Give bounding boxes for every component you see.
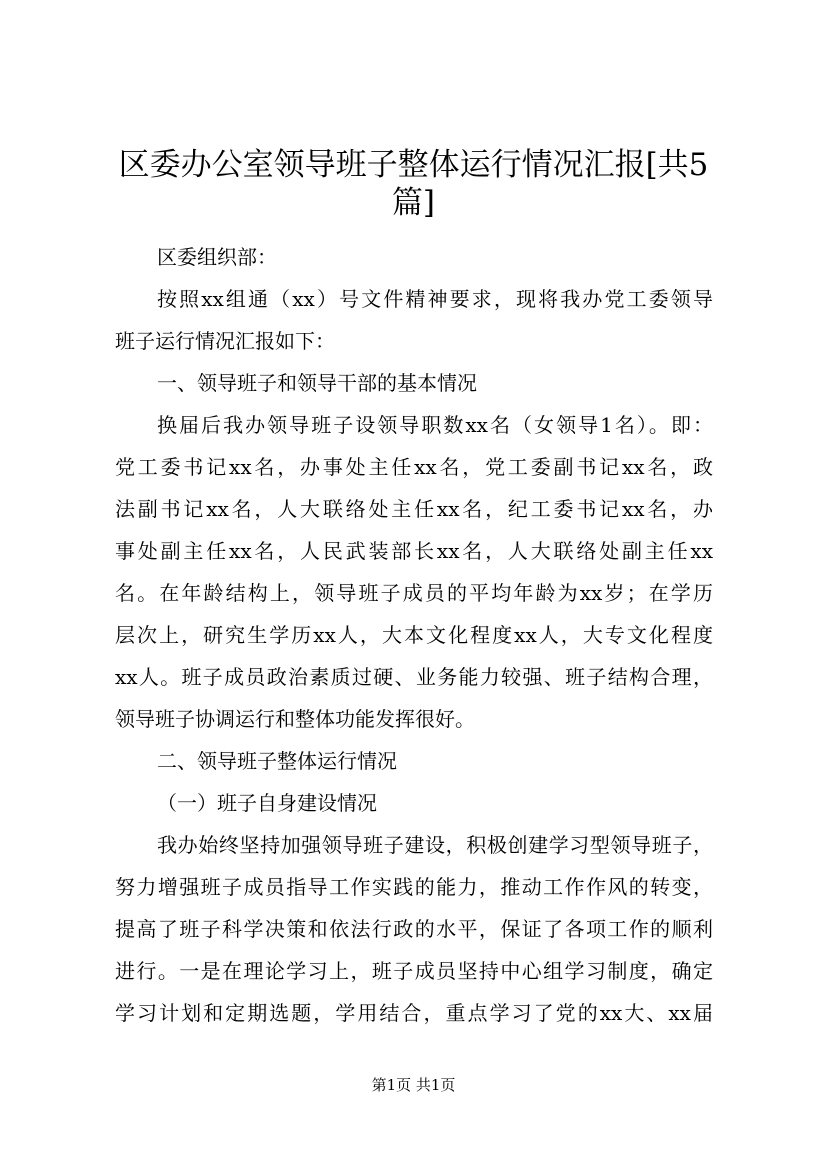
text-line: 事处副主任xx名，人民武装部长xx名，人大联络处副主任xx	[115, 539, 713, 563]
title-line: 篇]	[391, 185, 436, 221]
text-line: 二、领导班子整体运行情况	[157, 749, 397, 773]
text-line: 提高了班子科学决策和依法行政的水平，保证了各项工作的顺利	[115, 917, 713, 941]
text-line: （一）班子自身建设情况	[157, 791, 377, 815]
text-line: 党工委书记xx名，办事处主任xx名，党工委副书记xx名，政	[115, 455, 713, 479]
text-line: 区委组织部：	[157, 245, 277, 269]
text-line: 一、领导班子和领导干部的基本情况	[157, 371, 477, 395]
text-line: 努力增强班子成员指导工作实践的能力，推动工作作风的转变，	[115, 875, 713, 899]
text-line: 按照xx组通（xx）号文件精神要求，现将我办党工委领导	[157, 287, 713, 311]
text-line: 学习计划和定期选题，学用结合，重点学习了党的xx大、xx届	[115, 1001, 713, 1025]
text-line: 名。在年龄结构上，领导班子成员的平均年龄为xx岁；在学历	[115, 581, 713, 605]
text-line: 法副书记xx名，人大联络处主任xx名，纪工委书记xx名，办	[115, 497, 713, 521]
title-line: 区委办公室领导班子整体运行情况汇报[共5	[118, 147, 709, 183]
text-line: xx人。班子成员政治素质过硬、业务能力较强、班子结构合理，	[115, 665, 713, 689]
document-body	[115, 236, 713, 1034]
page-footer: 第1页 共1页	[371, 1076, 456, 1094]
text-line: 班子运行情况汇报如下：	[115, 329, 335, 353]
text-line: 我办始终坚持加强领导班子建设，积极创建学习型领导班子，	[157, 833, 713, 857]
text-line: 层次上，研究生学历xx人，大本文化程度xx人，大专文化程度	[115, 623, 713, 647]
document-title	[100, 146, 727, 222]
text-line: 领导班子协调运行和整体功能发挥很好。	[115, 707, 475, 731]
text-line: 进行。一是在理论学习上，班子成员坚持中心组学习制度，确定	[115, 959, 713, 983]
text-line: 换届后我办领导班子设领导职数xx名（女领导1名）。即：	[157, 413, 713, 437]
